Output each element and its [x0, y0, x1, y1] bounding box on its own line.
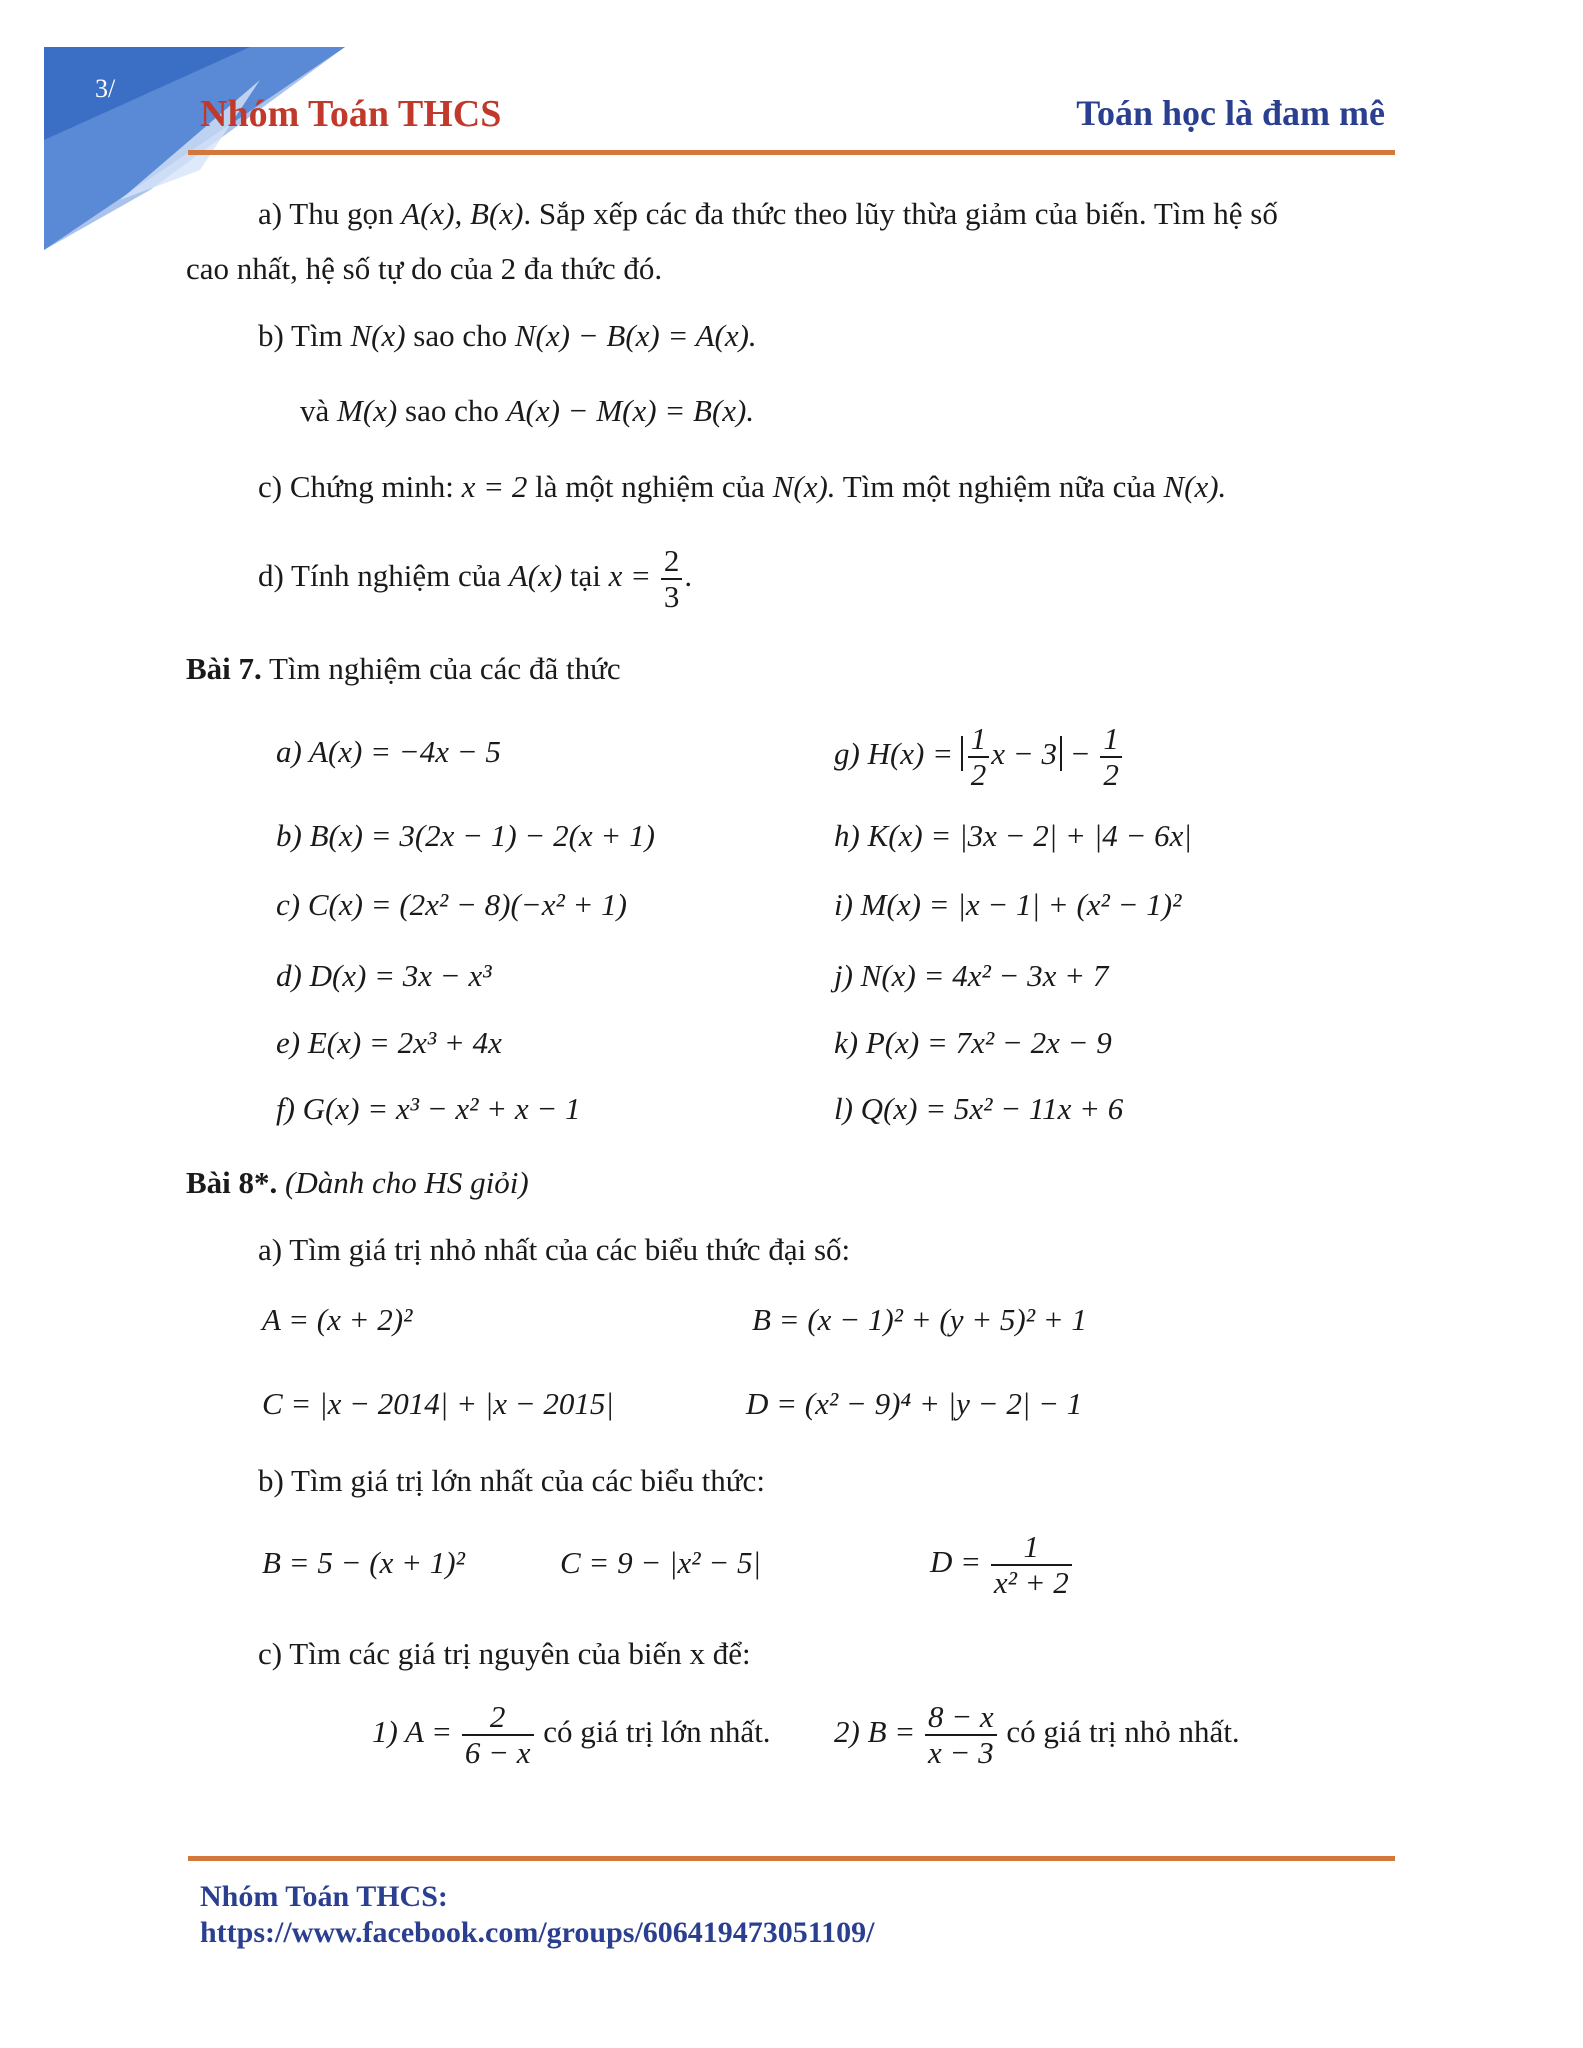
bai7-item-l: l) Q(x) = 5x² − 11x + 6 [834, 1091, 1124, 1126]
part-b-expr2: N(x) − B(x) = A(x). [514, 318, 757, 353]
min-expr-b: B = (x − 1)² + (y + 5)² + 1 [752, 1302, 1087, 1337]
part-c-text2: là một nghiệm của [535, 469, 765, 504]
c1-prefix: 1) A = [372, 1714, 453, 1750]
bai8-c1 [372, 1700, 771, 1770]
absolute-value [961, 721, 1062, 793]
min-expr-c: C = |x − 2014| + |x − 2015| [262, 1386, 614, 1421]
fraction-numerator: 1 [991, 1530, 1072, 1566]
c2-suffix: có giá trị nhỏ nhất. [1006, 1714, 1240, 1750]
bai8-note: (Dành cho HS giỏi) [285, 1165, 529, 1200]
bai7-item-c: c) C(x) = (2x² − 8)(−x² + 1) [276, 887, 627, 922]
part-a-line [258, 196, 1278, 232]
part-d-text: d) Tính nghiệm của [258, 558, 502, 594]
bai7-item-i: i) M(x) = |x − 1| + (x² − 1)² [834, 887, 1182, 922]
min-expr-d: D = (x² − 9)⁴ + |y − 2| − 1 [746, 1386, 1083, 1421]
item-g-prefix: g) H(x) = [834, 736, 954, 772]
fraction-denominator: 3 [663, 579, 680, 615]
footer-rule [188, 1856, 1395, 1861]
part-d-expr: A(x) [508, 558, 563, 594]
bai7-item-e: e) E(x) = 2x³ + 4x [276, 1025, 502, 1060]
part-c-expr: x = 2 [461, 469, 528, 504]
bai7-item-b: b) B(x) = 3(2x − 1) − 2(x + 1) [276, 818, 655, 853]
max-expr-b: B = 5 − (x + 1)² [262, 1545, 465, 1580]
part-a-text2: . Sắp xếp các đa thức theo lũy thừa giảm của biến. Tìm hệ số [523, 196, 1278, 231]
bai8-part-b: b) Tìm giá trị lớn nhất của các biểu thức: [258, 1463, 765, 1498]
min-expr-a: A = (x + 2)² [262, 1302, 413, 1337]
fraction-numerator: 2 [661, 544, 683, 580]
period: . [684, 558, 693, 594]
fraction-denominator: x² + 2 [993, 1565, 1069, 1601]
part-c-expr3: N(x). [1163, 469, 1227, 504]
bai7-item-k: k) P(x) = 7x² − 2x − 9 [834, 1025, 1112, 1060]
bai7-item-g [834, 722, 1124, 792]
part-c-expr2: N(x). [772, 469, 836, 504]
item-g-fraction [968, 722, 990, 792]
bai8-part-a: a) Tìm giá trị nhỏ nhất của các biểu thức đại số: [258, 1232, 851, 1267]
part-c-text3: Tìm một nghiệm nữa của [842, 469, 1156, 504]
part-b2-text2: sao cho [405, 393, 499, 428]
bai7-item-f: f) G(x) = x³ − x² + x − 1 [276, 1091, 581, 1126]
part-b2-expr2: A(x) − M(x) = B(x). [506, 393, 755, 428]
bai7-heading [186, 651, 621, 687]
fraction-numerator: 2 [462, 1700, 534, 1736]
part-a-continuation: cao nhất, hệ số tự do của 2 đa thức đó. [186, 251, 663, 286]
fraction-numerator: 1 [968, 722, 990, 758]
max-d-prefix: D = [930, 1544, 982, 1580]
item-g-fraction2 [1100, 722, 1122, 792]
minus-sign: − [1069, 736, 1091, 772]
header-left-title: Nhóm Toán THCS [200, 93, 502, 135]
c2-prefix: 2) B = [834, 1714, 916, 1750]
part-b2-line [300, 393, 754, 429]
c2-fraction [925, 1700, 997, 1770]
bai7-item-a: a) A(x) = −4x − 5 [276, 734, 501, 769]
part-a-expr: A(x), B(x) [401, 196, 524, 231]
footer-link[interactable]: https://www.facebook.com/groups/606419473051109/ [200, 1916, 875, 1949]
header-right-title: Toán học là đam mê [1076, 93, 1385, 133]
part-c-text: c) Chứng minh: [258, 469, 454, 504]
fraction-denominator: 6 − x [464, 1735, 531, 1771]
bai8-title: Bài 8*. [186, 1165, 278, 1200]
c1-fraction [462, 1700, 534, 1770]
c1-suffix: có giá trị lớn nhất. [543, 1714, 771, 1750]
part-d-line [258, 544, 692, 614]
fraction-numerator: 1 [1100, 722, 1122, 758]
header-rule [188, 150, 1395, 155]
page-number: 3/ [95, 74, 116, 103]
max-expr-d [930, 1530, 1074, 1600]
part-b-text2: sao cho [413, 318, 508, 353]
max-d-fraction [991, 1530, 1072, 1600]
max-expr-c: C = 9 − |x² − 5| [560, 1545, 762, 1580]
part-a-text: a) Thu gọn [258, 196, 394, 231]
bai7-item-h: h) K(x) = |3x − 2| + |4 − 6x| [834, 818, 1192, 853]
fraction-denominator: 2 [970, 757, 987, 793]
part-d-text2: tại [569, 558, 601, 594]
bai8-heading [186, 1165, 529, 1201]
part-b-text: b) Tìm [258, 318, 343, 353]
bai7-text: Tìm nghiệm của các đã thức [269, 651, 621, 686]
bai7-title: Bài 7. [186, 651, 262, 686]
part-b2-text: và [300, 393, 330, 428]
part-b-line [258, 318, 757, 354]
part-d-expr2: x = [608, 558, 652, 594]
part-d-fraction [661, 544, 683, 614]
fraction-denominator: 2 [1103, 757, 1119, 793]
bai8-c2 [834, 1700, 1240, 1770]
bai7-item-j: j) N(x) = 4x² − 3x + 7 [834, 958, 1109, 993]
part-b2-expr: M(x) [337, 393, 398, 428]
bai7-item-d: d) D(x) = 3x − x³ [276, 958, 492, 993]
part-b-expr: N(x) [350, 318, 406, 353]
footer-group-name: Nhóm Toán THCS: [200, 1880, 448, 1913]
item-g-middle: x − 3 [991, 736, 1057, 772]
bai8-part-c: c) Tìm các giá trị nguyên của biến x để: [258, 1636, 751, 1671]
part-c-line [258, 469, 1226, 505]
fraction-numerator: 8 − x [925, 1700, 997, 1736]
fraction-denominator: x − 3 [927, 1735, 994, 1771]
